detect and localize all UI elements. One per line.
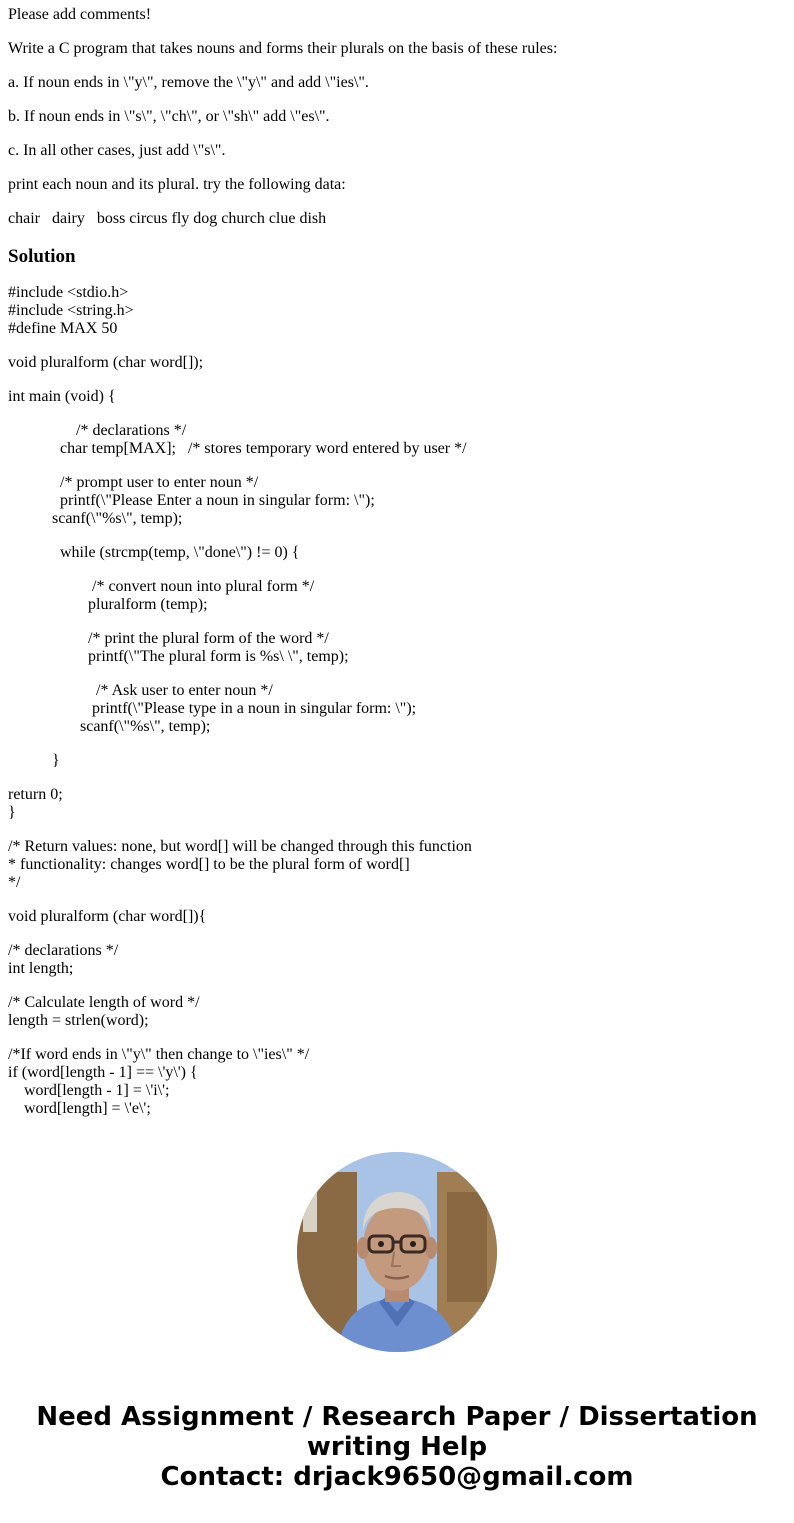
promo-line: writing Help <box>306 1432 488 1462</box>
question-section <box>8 6 786 228</box>
code-block <box>8 544 786 562</box>
code-line: int length; <box>8 960 74 977</box>
code-block <box>8 284 786 338</box>
code-line: #include <stdio.h> <box>8 284 129 301</box>
code-line: /* Return values: none, but word[] will be changed through this function <box>8 838 472 855</box>
author-photo <box>297 1152 497 1352</box>
promo-line: Need Assignment / Research Paper / Dissertation <box>36 1402 758 1432</box>
code-block <box>8 786 786 822</box>
question-line: Write a C program that takes nouns and forms their plurals on the basis of these rules: <box>8 40 558 57</box>
contact-line: Contact: drjack9650@gmail.com <box>160 1462 634 1492</box>
question-line: b. If noun ends in \"s\", \"ch\", or \"sh\" add \"es\". <box>8 108 330 125</box>
question-line: print each noun and its plural. try the following data: <box>8 176 346 193</box>
code-line: length = strlen(word); <box>8 1012 149 1029</box>
code-line: scanf(\"%s\", temp); <box>8 510 183 527</box>
code-line: scanf(\"%s\", temp); <box>8 718 211 735</box>
code-block <box>8 908 786 926</box>
solution-code <box>8 284 786 1118</box>
code-line: word[length - 1] = \'i\'; <box>8 1082 170 1099</box>
code-block <box>8 474 786 528</box>
code-block <box>8 388 786 406</box>
code-block <box>8 682 786 736</box>
code-line: } <box>8 752 60 769</box>
code-line: char temp[MAX]; /* stores temporary word entered by user */ <box>8 440 467 457</box>
code-line: #define MAX 50 <box>8 320 118 337</box>
code-block <box>8 354 786 372</box>
code-block <box>8 1046 786 1118</box>
author-photo-icon <box>297 1152 497 1352</box>
question-line: c. In all other cases, just add \"s\". <box>8 142 226 159</box>
code-line: #include <string.h> <box>8 302 134 319</box>
code-block <box>8 994 786 1030</box>
test-data-line: chair dairy boss circus fly dog church clue dish <box>8 210 327 227</box>
code-line: printf(\"Please Enter a noun in singular form: \"); <box>8 492 375 509</box>
code-line: void pluralform (char word[]){ <box>8 908 207 925</box>
code-line: /* declarations */ <box>8 942 119 959</box>
code-line: /* declarations */ <box>8 422 187 439</box>
code-line: while (strcmp(temp, \"done\") != 0) { <box>8 544 300 561</box>
code-line: pluralform (temp); <box>8 596 208 613</box>
code-line: if (word[length - 1] == \'y\') { <box>8 1064 198 1081</box>
code-block <box>8 752 786 770</box>
document-body <box>8 0 786 1122</box>
code-line: /*If word ends in \"y\" then change to \"ies\" */ <box>8 1046 310 1063</box>
question-line: a. If noun ends in \"y\", remove the \"y\" and add \"ies\". <box>8 74 369 91</box>
code-line: /* prompt user to enter noun */ <box>8 474 259 491</box>
code-line: */ <box>8 874 21 891</box>
code-block <box>8 838 786 892</box>
code-block <box>8 578 786 614</box>
code-line: /* Calculate length of word */ <box>8 994 200 1011</box>
code-block <box>8 422 786 458</box>
code-line: word[length] = \'e\'; <box>8 1100 151 1117</box>
code-block <box>8 942 786 978</box>
code-line: /* print the plural form of the word */ <box>8 630 329 647</box>
code-line: printf(\"Please type in a noun in singular form: \"); <box>8 700 417 717</box>
code-line: /* Ask user to enter noun */ <box>8 682 273 699</box>
code-line: void pluralform (char word[]); <box>8 354 204 371</box>
code-line: int main (void) { <box>8 388 116 405</box>
code-line: * functionality: changes word[] to be the plural form of word[] <box>8 856 410 873</box>
question-line: Please add comments! <box>8 6 152 23</box>
code-line: printf(\"The plural form is %s\ \", temp); <box>8 648 349 665</box>
code-line: return 0; <box>8 786 63 803</box>
promo-footer <box>0 1402 794 1492</box>
code-block <box>8 630 786 666</box>
code-line: /* convert noun into plural form */ <box>8 578 315 595</box>
solution-heading: Solution <box>8 246 76 267</box>
code-line: } <box>8 804 16 821</box>
